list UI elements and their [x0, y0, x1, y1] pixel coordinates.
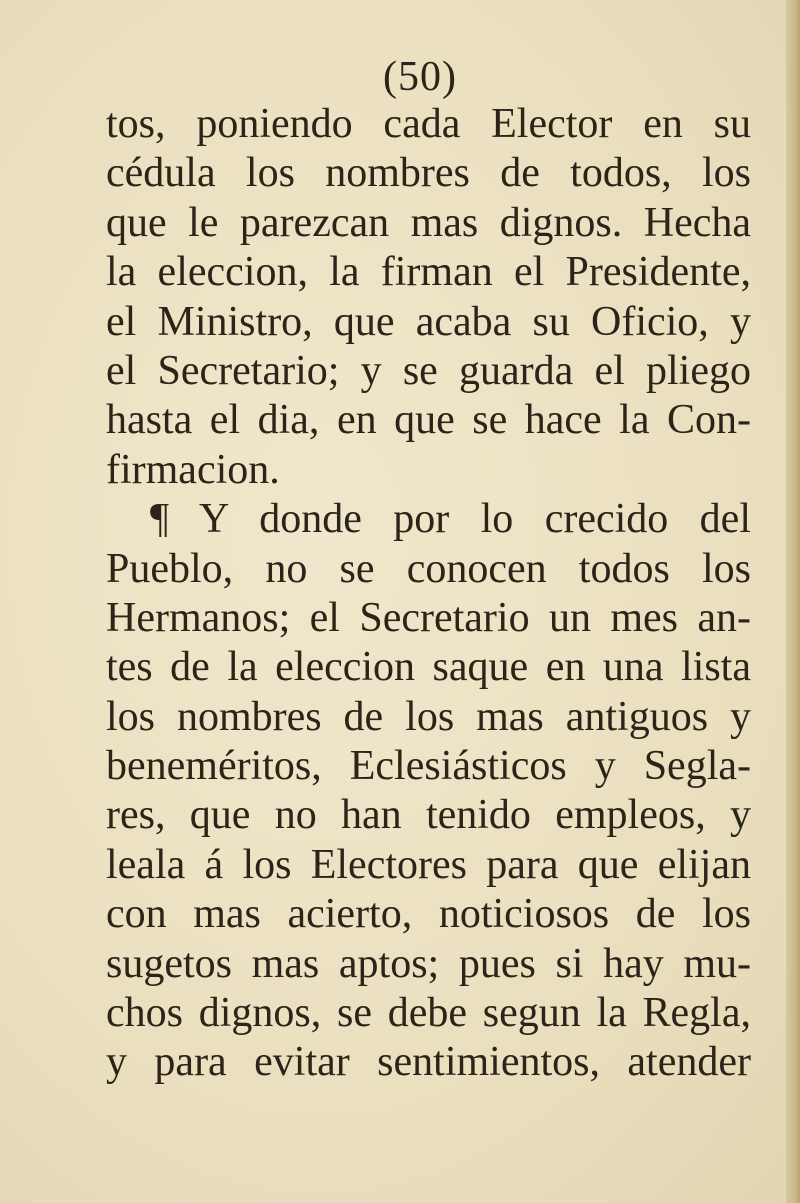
body-text [106, 100, 751, 1088]
paragraph-first-line [106, 495, 751, 544]
page-edge [786, 0, 800, 1203]
text-line: y para evitar sentimientos, atender [106, 1039, 751, 1086]
page-number: (50) [383, 54, 457, 100]
text-line: Y donde por lo crecido del [199, 496, 751, 543]
text-line: la eleccion, la firman el Presidente, [106, 249, 751, 296]
text-line: los nombres de los mas antiguos y [106, 693, 751, 740]
text-line: que le parezcan mas dignos. Hecha [106, 199, 751, 246]
text-line: hasta el dia, en que se hace la Con- [106, 397, 751, 444]
text-line: el Secretario; y se guarda el pliego [106, 347, 751, 394]
text-line: firmacion. [106, 446, 280, 493]
text-line: cédula los nombres de todos, los [106, 150, 751, 197]
text-line: Hermanos; el Secretario un mes an- [106, 594, 751, 641]
text-line: beneméritos, Eclesiásticos y Segla- [106, 743, 751, 790]
text-line: leala á los Electores para que elijan [106, 841, 751, 888]
text-line: con mas acierto, noticiosos de los [106, 891, 751, 938]
text-line: el Ministro, que acaba su Oficio, y [106, 298, 751, 345]
pilcrow-mark: ¶ [150, 496, 170, 543]
text-line: chos dignos, se debe segun la Regla, [106, 990, 751, 1037]
text-line: Pueblo, no se conocen todos los [106, 545, 751, 592]
text-line: sugetos mas aptos; pues si hay mu- [106, 940, 751, 987]
text-line: res, que no han tenido empleos, y [106, 792, 751, 839]
text-line: tos, poniendo cada Elector en su [106, 101, 751, 147]
text-line: tes de la eleccion saque en una lista [106, 644, 751, 691]
